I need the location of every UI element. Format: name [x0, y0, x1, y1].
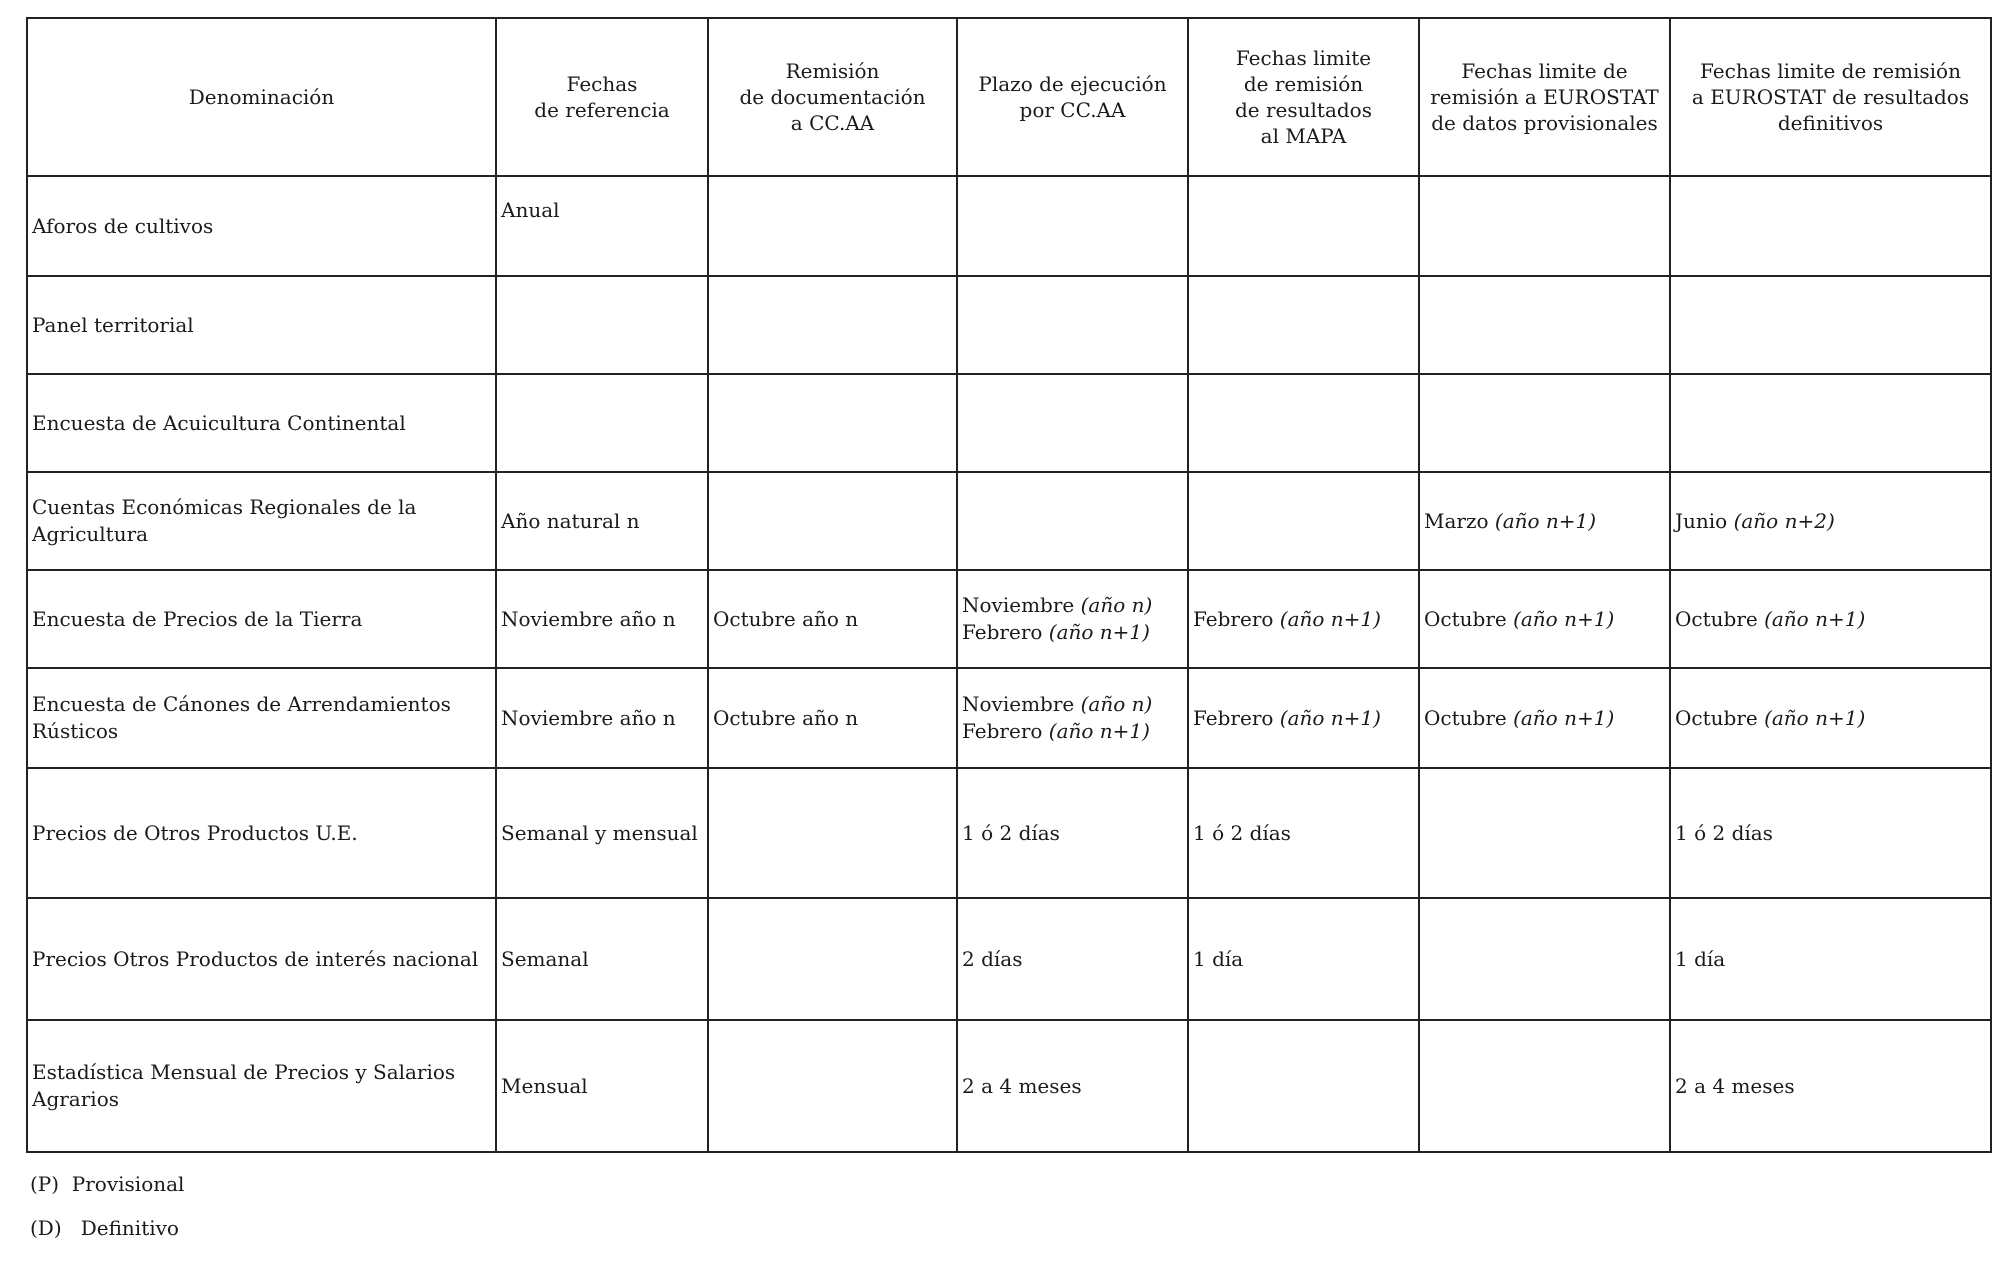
cell-eurostat-provisionales — [1419, 1020, 1670, 1152]
cell-limite-mapa — [1188, 1020, 1419, 1152]
cell-text-italic: (año n+1) — [1513, 606, 1615, 631]
cell-denominacion: Panel territorial — [27, 276, 496, 374]
cell-eurostat-definitivos — [1670, 768, 1991, 898]
header-row — [27, 18, 1991, 176]
cell-eurostat-provisionales — [1419, 898, 1670, 1020]
cell-line — [962, 718, 1183, 745]
cell-text-italic: (año n+1) — [1764, 705, 1866, 730]
cell-denominacion: Estadística Mensual de Precios y Salarios Agrarios — [27, 1020, 496, 1152]
header-eurostat-provisionales: Fechas limite de remisión a EUROSTAT de datos provisionales — [1419, 18, 1670, 176]
header-fechas-limite-mapa: Fechas limite de remisión de resultados al MAPA — [1188, 18, 1419, 176]
cell-limite-mapa — [1188, 570, 1419, 668]
cell-plazo-ejecucion — [957, 1020, 1188, 1152]
cell-limite-mapa — [1188, 472, 1419, 570]
cell-fechas-referencia: Año natural n — [496, 472, 708, 570]
cell-text-italic: (año n) — [1080, 692, 1153, 716]
cell-text: Noviembre — [962, 692, 1081, 716]
cell-text-italic: (año n+2) — [1733, 508, 1835, 533]
cell-text-italic: (año n) — [1080, 593, 1153, 617]
cell-text-italic: (año n+1) — [1764, 606, 1866, 631]
table-row — [27, 570, 1991, 668]
cell-text-italic: (año n+1) — [1279, 705, 1381, 730]
cell-eurostat-definitivos — [1670, 472, 1991, 570]
header-fechas-referencia: Fechas de referencia — [496, 18, 708, 176]
table-row — [27, 472, 1991, 570]
table-row — [27, 668, 1991, 768]
cell-limite-mapa — [1188, 898, 1419, 1020]
cell-text: 2 a 4 meses — [1675, 1073, 1795, 1098]
cell-text: Febrero — [1193, 606, 1280, 631]
cell-fechas-referencia — [496, 374, 708, 472]
cell-eurostat-provisionales — [1419, 472, 1670, 570]
cell-remision-documentacion — [708, 176, 957, 276]
cell-denominacion: Encuesta de Precios de la Tierra — [27, 570, 496, 668]
cell-text-italic: (año n+1) — [1279, 606, 1381, 631]
header-eurostat-definitivos: Fechas limite de remisión a EUROSTAT de resultados definitivos — [1670, 18, 1991, 176]
cell-line — [962, 691, 1183, 718]
cell-remision-documentacion — [708, 472, 957, 570]
cell-remision-documentacion — [708, 898, 957, 1020]
cell-eurostat-definitivos — [1670, 668, 1991, 768]
header-plazo-ejecucion: Plazo de ejecución por CC.AA — [957, 18, 1188, 176]
cell-eurostat-definitivos — [1670, 374, 1991, 472]
legend-definitivo: (D) Definitivo — [30, 1216, 179, 1240]
cell-text: 1 ó 2 días — [1675, 820, 1773, 845]
cell-line — [962, 619, 1183, 646]
table-row — [27, 276, 1991, 374]
cell-text: Febrero — [1193, 705, 1280, 730]
cell-remision-documentacion — [708, 768, 957, 898]
cell-denominacion: Cuentas Económicas Regionales de la Agricultura — [27, 472, 496, 570]
cell-fechas-referencia: Semanal y mensual — [496, 768, 708, 898]
cell-eurostat-definitivos — [1670, 570, 1991, 668]
cell-denominacion: Aforos de cultivos — [27, 176, 496, 276]
cell-text: Octubre — [1424, 606, 1514, 631]
cell-text: Febrero — [962, 620, 1049, 644]
cell-text-italic: (año n+1) — [1048, 719, 1150, 743]
cell-fechas-referencia: Anual — [496, 176, 708, 276]
cell-text: Octubre — [1424, 705, 1514, 730]
cell-text-italic: (año n+1) — [1494, 508, 1597, 533]
cell-plazo-ejecucion — [957, 668, 1188, 768]
cell-eurostat-provisionales — [1419, 668, 1670, 768]
cell-denominacion: Precios de Otros Productos U.E. — [27, 768, 496, 898]
cell-plazo-ejecucion — [957, 374, 1188, 472]
cell-fechas-referencia: Semanal — [496, 898, 708, 1020]
cell-fechas-referencia: Noviembre año n — [496, 570, 708, 668]
header-denominacion: Denominación — [27, 18, 496, 176]
cell-line — [962, 592, 1183, 619]
cell-eurostat-definitivos — [1670, 276, 1991, 374]
cell-remision-documentacion: Octubre año n — [708, 668, 957, 768]
table-row — [27, 898, 1991, 1020]
table-row — [27, 374, 1991, 472]
cell-plazo-ejecucion — [957, 472, 1188, 570]
schedule-table — [26, 17, 1992, 1153]
cell-text-italic: (año n+1) — [1048, 620, 1150, 644]
cell-text: Noviembre — [962, 593, 1081, 617]
cell-text: Febrero — [962, 719, 1049, 743]
cell-denominacion: Encuesta de Acuicultura Continental — [27, 374, 496, 472]
cell-eurostat-provisionales — [1419, 276, 1670, 374]
cell-text: 2 días — [962, 946, 1023, 971]
cell-remision-documentacion: Octubre año n — [708, 570, 957, 668]
cell-fechas-referencia: Mensual — [496, 1020, 708, 1152]
cell-limite-mapa — [1188, 668, 1419, 768]
cell-plazo-ejecucion — [957, 276, 1188, 374]
cell-denominacion: Precios Otros Productos de interés nacional — [27, 898, 496, 1020]
cell-text: 1 día — [1193, 946, 1244, 971]
cell-text: 1 día — [1675, 946, 1726, 971]
cell-text: Octubre — [1675, 606, 1765, 631]
cell-limite-mapa — [1188, 768, 1419, 898]
cell-remision-documentacion — [708, 1020, 957, 1152]
cell-text: Octubre — [1675, 705, 1765, 730]
cell-eurostat-provisionales — [1419, 374, 1670, 472]
cell-fechas-referencia: Noviembre año n — [496, 668, 708, 768]
cell-eurostat-provisionales — [1419, 570, 1670, 668]
cell-plazo-ejecucion — [957, 768, 1188, 898]
table-header — [27, 18, 1991, 176]
header-remision-documentacion: Remisión de documentación a CC.AA — [708, 18, 957, 176]
cell-eurostat-provisionales — [1419, 176, 1670, 276]
cell-plazo-ejecucion — [957, 898, 1188, 1020]
cell-text: Marzo — [1424, 508, 1495, 533]
cell-fechas-referencia — [496, 276, 708, 374]
cell-text: 2 a 4 meses — [962, 1073, 1082, 1098]
legend-provisional: (P) Provisional — [30, 1172, 185, 1196]
table-row — [27, 176, 1991, 276]
cell-text-italic: (año n+1) — [1513, 705, 1615, 730]
cell-text: 1 ó 2 días — [962, 820, 1060, 845]
cell-denominacion: Encuesta de Cánones de Arrendamientos Rústicos — [27, 668, 496, 768]
cell-eurostat-definitivos — [1670, 176, 1991, 276]
cell-text: Junio — [1675, 508, 1734, 533]
table-row — [27, 1020, 1991, 1152]
cell-eurostat-definitivos — [1670, 1020, 1991, 1152]
cell-plazo-ejecucion — [957, 570, 1188, 668]
cell-limite-mapa — [1188, 374, 1419, 472]
cell-eurostat-provisionales — [1419, 768, 1670, 898]
cell-limite-mapa — [1188, 176, 1419, 276]
cell-text: 1 ó 2 días — [1193, 820, 1291, 845]
cell-remision-documentacion — [708, 374, 957, 472]
cell-eurostat-definitivos — [1670, 898, 1991, 1020]
cell-plazo-ejecucion — [957, 176, 1188, 276]
table-row — [27, 768, 1991, 898]
cell-remision-documentacion — [708, 276, 957, 374]
cell-limite-mapa — [1188, 276, 1419, 374]
table-body — [27, 176, 1991, 1152]
